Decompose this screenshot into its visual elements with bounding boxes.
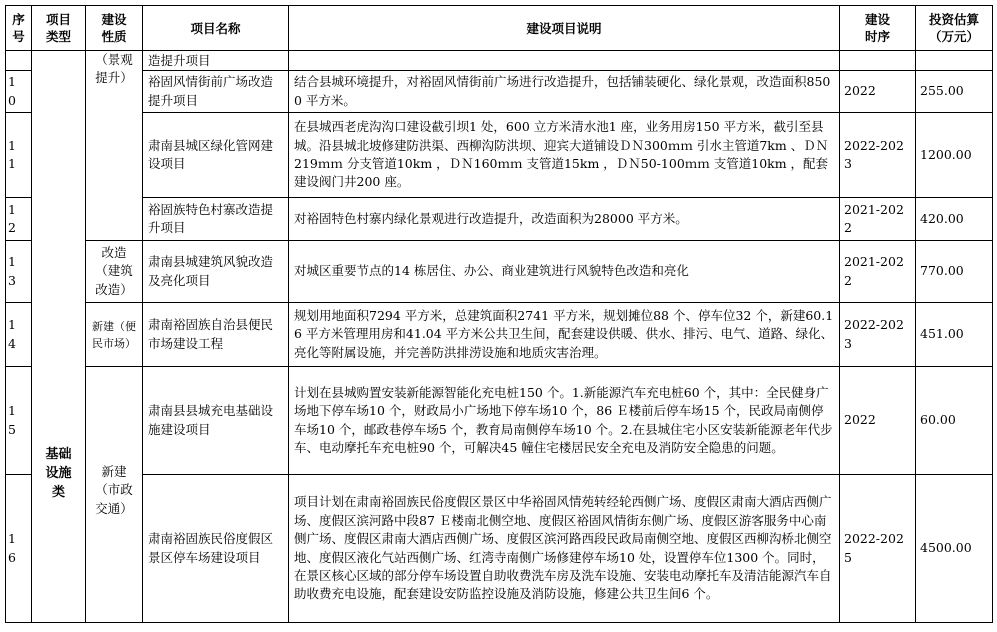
nature-cell: 新建 （市政 交通） xyxy=(86,367,143,623)
name-cell: 裕固族特色村寨改造提升项目 xyxy=(143,198,289,241)
name-cell: 肃南县县城充电基础设施建设项目 xyxy=(143,367,289,475)
desc-cell: 规划用地面积7294 平方米，总建筑面积2741 平方米，规划摊位88 个、停车位32 个，新建60.16 平方米管理用房和41.04 平方米公共卫生间，配套建设供暖、供水、排污、电气、道路、绿化、亮化等附属设施，并完善防洪排涝设施和地质灾害治理。 xyxy=(289,303,840,367)
seq-cell: 1 5 xyxy=(6,367,32,475)
time-cell: 2021-2022 xyxy=(840,198,916,241)
desc-cell xyxy=(289,51,840,71)
name-cell: 造提升项目 xyxy=(143,51,289,71)
table-row xyxy=(6,113,993,198)
name-cell: 裕固风情街前广场改造提升项目 xyxy=(143,71,289,113)
project-type-cell xyxy=(32,51,86,623)
invest-cell: 451.00 xyxy=(916,303,993,367)
seq-cell: 1 3 xyxy=(6,241,32,303)
header-invest: 投资估算 （万元） xyxy=(916,6,993,51)
invest-cell: 255.00 xyxy=(916,71,993,113)
desc-cell: 结合县城环境提升，对裕固风情街前广场进行改造提升，包括铺装硬化、绿化景观，改造面积8500 平方米。 xyxy=(289,71,840,113)
name-cell: 肃南县城区绿化管网建设项目 xyxy=(143,113,289,198)
time-cell: 2022 xyxy=(840,71,916,113)
invest-cell xyxy=(916,51,993,71)
header-row xyxy=(6,6,993,51)
table-row xyxy=(6,198,993,241)
seq-cell: 1 4 xyxy=(6,303,32,367)
seq-cell: 1 1 xyxy=(6,113,32,198)
invest-cell: 4500.00 xyxy=(916,475,993,623)
seq-cell: 1 2 xyxy=(6,198,32,241)
time-cell: 2022-2023 xyxy=(840,303,916,367)
table-row xyxy=(6,51,993,71)
desc-cell: 项目计划在肃南裕固族民俗度假区景区中华裕固风情苑转经轮西侧广场、度假区肃南大酒店西侧广场、度假区滨河路中段87 Ｅ楼南北侧空地、度假区裕固风情街东侧广场、度假区游客服务中心南侧广场、度假区肃南大酒店西侧广场、度假区滨河路西段民政局南侧空地、度假区西柳沟桥北侧空地、度假区液化气站西侧广场、红湾寺南侧广场修建停车场10 处，设置停车位1300 个。同时，在景区核心区域的部分停车场设置自助收费洗车房及洗车设施、安装电动摩托车及清洁能源汽车自助收费充电设施，配套建设安防监控设施及消防设施，修建公共卫生间6 个。 xyxy=(289,475,840,623)
time-cell: 2022-2025 xyxy=(840,475,916,623)
header-nature: 建设 性质 xyxy=(86,6,143,51)
name-cell: 肃南裕固族民俗度假区景区停车场建设项目 xyxy=(143,475,289,623)
header-desc: 建设项目说明 xyxy=(289,6,840,51)
name-cell: 肃南裕固族自治县便民市场建设工程 xyxy=(143,303,289,367)
time-cell: 2022-2023 xyxy=(840,113,916,198)
table-row xyxy=(6,475,993,623)
project-type-label: 基础 设施 类 xyxy=(45,446,72,500)
header-seq: 序 号 xyxy=(6,6,32,51)
name-cell: 肃南县城建筑风貌改造及亮化项目 xyxy=(143,241,289,303)
invest-cell: 770.00 xyxy=(916,241,993,303)
seq-cell xyxy=(6,51,32,71)
invest-cell: 420.00 xyxy=(916,198,993,241)
table-row xyxy=(6,367,993,475)
invest-cell: 60.00 xyxy=(916,367,993,475)
time-cell: 2022 xyxy=(840,367,916,475)
nature-cell: 改造 （建筑 改造） xyxy=(86,241,143,303)
invest-cell: 1200.00 xyxy=(916,113,993,198)
header-time: 建设 时序 xyxy=(840,6,916,51)
seq-cell: 1 6 xyxy=(6,475,32,623)
nature-cell: （景观 提升） xyxy=(86,51,143,241)
desc-cell: 在县城西老虎沟沟口建设截引坝1 处，600 立方米清水池1 座，业务用房150 平方米，截引至县城。沿县城北坡修建防洪渠、西柳沟防洪坝、迎宾大道铺设ＤＮ300ｍｍ 引水主管道7km 、ＤＮ219ｍｍ 分支管道10km ，ＤＮ160ｍｍ 支管道15km ，ＤＮ50-100ｍｍ 支管道10km ，配套建设阀门井200 座。 xyxy=(289,113,840,198)
desc-cell: 对裕固特色村寨内绿化景观进行改造提升，改造面积为28000 平方米。 xyxy=(289,198,840,241)
table-row xyxy=(6,241,993,303)
table-row xyxy=(6,71,993,113)
time-cell xyxy=(840,51,916,71)
nature-cell: 新建（便 民市场） xyxy=(86,303,143,367)
time-cell: 2021-2022 xyxy=(840,241,916,303)
header-type: 项目 类型 xyxy=(32,6,86,51)
project-table xyxy=(5,5,993,623)
seq-cell: 1 0 xyxy=(6,71,32,113)
table-row xyxy=(6,303,993,367)
header-name: 项目名称 xyxy=(143,6,289,51)
desc-cell: 对城区重要节点的14 栋居住、办公、商业建筑进行风貌特色改造和亮化 xyxy=(289,241,840,303)
desc-cell: 计划在县城购置安装新能源智能化充电桩150 个。1.新能源汽车充电桩60 个，其中：全民健身广场地下停车场10 个，财政局小广场地下停车场10 个，86 Ｅ楼前后停车场15 个，民政局南侧停车场10 个，邮政巷停车场5 个，教育局南侧停车场10 个。2.在县城住宅小区安装新能源老年代步车、电动摩托车充电桩90 个，可解决45 幢住宅楼居民安全充电及消防安全隐患的问题。 xyxy=(289,367,840,475)
